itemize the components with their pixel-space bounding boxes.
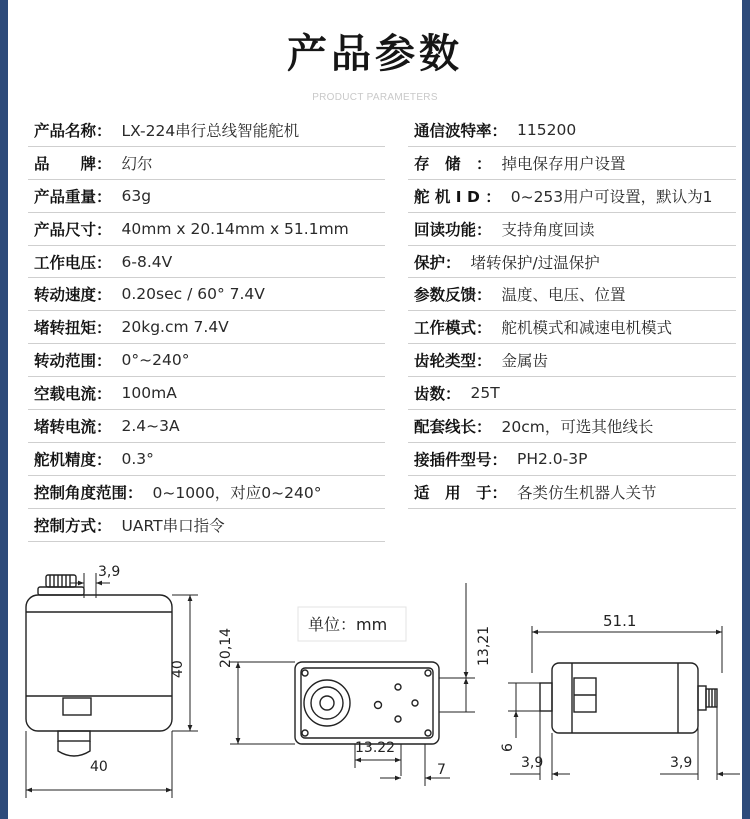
spec-row <box>28 246 385 279</box>
spec-row <box>28 509 385 542</box>
spec-value: 115200 <box>517 120 577 139</box>
spec-value: PH2.0-3P <box>517 449 588 468</box>
dim-side-height: 6 <box>500 743 516 752</box>
spec-row <box>408 476 736 509</box>
spec-row <box>408 213 736 246</box>
spec-value: 堵转保护/过温保护 <box>470 253 600 272</box>
spec-label: 参数反馈： <box>414 286 492 305</box>
spec-label: 产品重量： <box>34 187 112 206</box>
spec-row <box>408 377 736 410</box>
spec-row <box>408 344 736 377</box>
front-view <box>26 575 172 756</box>
spec-label: 控制角度范围： <box>34 483 143 502</box>
spec-row <box>28 377 385 410</box>
spec-row <box>408 246 736 279</box>
spec-value: 63g <box>121 186 152 205</box>
spec-label: 存 储 ： <box>414 154 492 173</box>
dim-side-left-offset: 3,9 <box>521 755 544 771</box>
spec-row <box>408 114 736 147</box>
spec-label: 品 牌： <box>34 154 112 173</box>
spec-value: 各类仿生机器人关节 <box>517 483 657 502</box>
dim-front-width: 40 <box>90 759 108 775</box>
spec-row <box>408 311 736 344</box>
spec-value: 2.4~3A <box>121 416 180 435</box>
spec-value: 金属齿 <box>501 352 549 371</box>
spec-value: 20cm，可选其他线长 <box>501 417 654 436</box>
spec-label: 配套线长： <box>414 417 492 436</box>
spec-row <box>408 278 736 311</box>
spec-value: 支持角度回读 <box>501 220 595 239</box>
spec-row <box>28 114 385 147</box>
spec-value: 40mm x 20.14mm x 51.1mm <box>121 219 349 238</box>
spec-value: 温度、电压、位置 <box>501 286 626 305</box>
spec-value: 0.3° <box>121 449 154 468</box>
spec-value: 舵机模式和减速电机模式 <box>501 319 673 338</box>
spec-label: 接插件型号： <box>414 450 508 469</box>
spec-label: 产品尺寸： <box>34 220 112 239</box>
spec-row <box>408 410 736 443</box>
dimension-drawing <box>0 548 750 819</box>
spec-value: UART串口指令 <box>121 516 225 535</box>
spec-value: 0~1000，对应0~240° <box>152 483 322 502</box>
spec-label: 转动范围： <box>34 352 112 371</box>
spec-table-right <box>408 114 736 509</box>
top-view <box>295 662 439 744</box>
spec-label: 工作电压： <box>34 253 112 272</box>
spec-row <box>28 344 385 377</box>
spec-row <box>28 147 385 180</box>
spec-value: 幻尔 <box>121 154 153 173</box>
spec-label: 堵转电流： <box>34 417 112 436</box>
spec-label: 齿轮类型： <box>414 352 492 371</box>
dim-top-right-offset: 7 <box>437 762 446 778</box>
spec-row <box>28 410 385 443</box>
spec-label: 空载电流： <box>34 385 112 404</box>
spec-label: 保护： <box>414 253 461 272</box>
spec-value: 100mA <box>121 384 177 403</box>
spec-label: 舵机精度： <box>34 450 112 469</box>
spec-value: 0~253用户可设置，默认为1 <box>510 187 713 206</box>
spec-row <box>28 213 385 246</box>
page-title: 产品参数 <box>287 31 463 77</box>
spec-label: 堵转扭矩： <box>34 319 112 338</box>
side-view <box>540 663 717 733</box>
spec-value: 掉电保存用户设置 <box>501 154 626 173</box>
spec-label: 齿数： <box>414 385 461 404</box>
dim-side-length: 51.1 <box>603 612 637 630</box>
spec-value: 0.20sec / 60° 7.4V <box>121 285 265 304</box>
spec-value: 6-8.4V <box>121 252 173 271</box>
spec-label: 回读功能： <box>414 220 492 239</box>
spec-row <box>28 278 385 311</box>
spec-row <box>408 443 736 476</box>
dim-top-height: 20,14 <box>218 627 234 668</box>
spec-label: 工作模式： <box>414 319 492 338</box>
dim-front-height: 40 <box>170 660 186 678</box>
unit-label: 单位：mm <box>308 615 388 634</box>
spec-row <box>28 476 385 509</box>
spec-value: 20kg.cm 7.4V <box>121 318 229 337</box>
page-subtitle: PRODUCT PARAMETERS <box>312 92 438 103</box>
dim-top-spline-offset: 13.22 <box>355 740 396 756</box>
spec-value: LX-224串行总线智能舵机 <box>121 121 300 140</box>
spec-row <box>28 180 385 213</box>
spec-row <box>408 147 736 180</box>
spec-label: 适 用 于： <box>414 483 508 502</box>
spec-label: 通信波特率： <box>414 121 508 140</box>
spec-row <box>28 443 385 476</box>
spec-row <box>28 311 385 344</box>
spec-table-left <box>28 114 385 542</box>
dim-front-top-offset: 3,9 <box>98 564 121 580</box>
dim-top-offset-right: 13,21 <box>476 625 492 666</box>
spec-value: 0°~240° <box>121 351 190 370</box>
spec-row <box>408 180 736 213</box>
spec-label: 转动速度： <box>34 286 112 305</box>
spec-value: 25T <box>470 384 500 403</box>
spec-label: 控制方式： <box>34 516 112 535</box>
dim-side-right-offset: 3,9 <box>670 755 693 771</box>
spec-label: 产品名称： <box>34 121 112 140</box>
spec-label: 舵 机 I D ： <box>414 187 501 206</box>
